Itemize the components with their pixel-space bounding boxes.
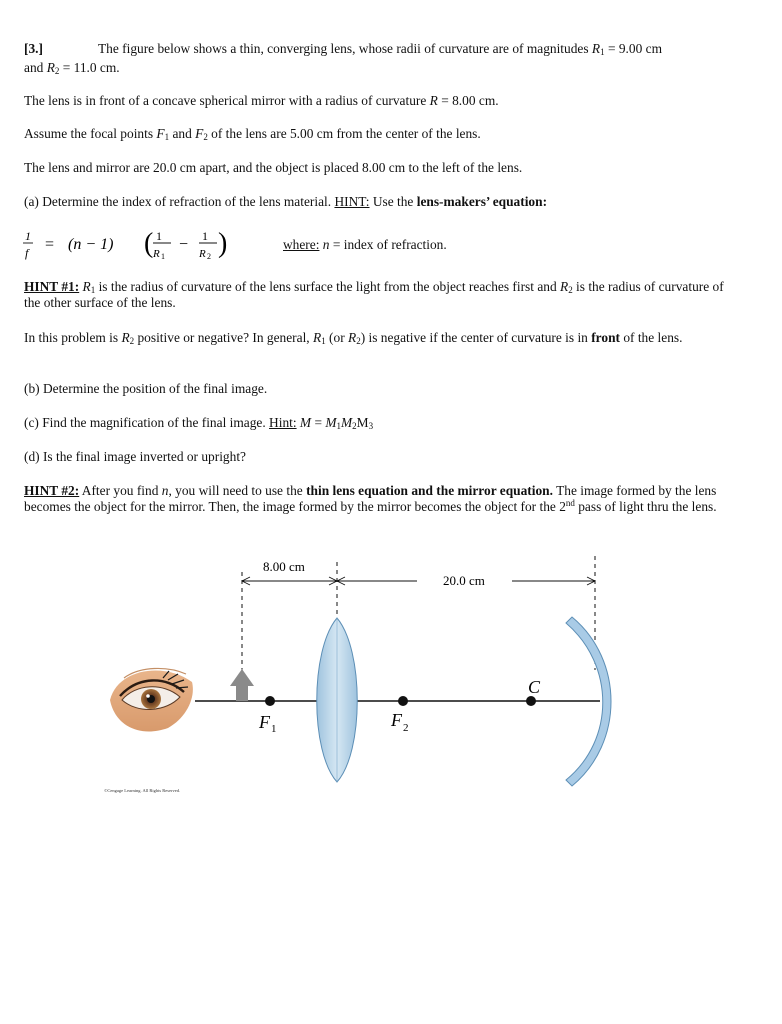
center-of-curvature-point (526, 696, 536, 706)
equation-where: where: n = index of refraction. (283, 237, 447, 252)
svg-text:(n − 1): (n − 1) (68, 236, 114, 253)
svg-text:f: f (25, 246, 29, 260)
mirror-paragraph: The lens is in front of a concave spherical mirror with a radius of curvature R = 8.00 cm. (24, 93, 499, 108)
part-a: (a) Determine the index of refraction of the lens material. HINT: Use the lens-makers’ equation: (24, 194, 548, 209)
focal-paragraph: Assume the focal points $F_1$ and $F_2$ of the lens are 5.00 cm from the center of the lens. (24, 126, 481, 142)
svg-text:−: − (179, 236, 189, 253)
svg-text:=: = (45, 236, 55, 253)
focal-point-f2 (398, 696, 408, 706)
svg-text:R: R (153, 248, 160, 260)
problem-intro-line2: and $R_2 = 11.0$ cm. (24, 60, 120, 76)
svg-text:1: 1 (25, 229, 31, 243)
label-f2: F (391, 710, 402, 730)
eye-icon (110, 668, 193, 731)
part-c: (c) Find the magnification of the final image. Hint: $M = M_1M_2M_3$ (24, 415, 374, 431)
svg-text:): ) (218, 228, 228, 259)
hint2-paragraph: HINT #2: After you find n, you will need to use the thin lens equation and the mirror equation. The image formed by the lens becomes the object for the mirror. Then, the image formed by the mirror becomes the object for the 2nd pass of light thru the lens. (24, 483, 717, 514)
label-f1: F (259, 712, 270, 732)
dim-8cm-label: 8.00 cm (263, 559, 305, 574)
problem-number: [3.] (24, 41, 43, 56)
lensmaker-equation (20, 226, 280, 262)
part-b: (b) Determine the position of the final image. (24, 381, 268, 396)
part-d: (d) Is the final image inverted or upright? (24, 449, 246, 464)
optics-figure (0, 550, 782, 800)
dim-20cm-label: 20.0 cm (443, 573, 485, 588)
focal-point-f1 (265, 696, 275, 706)
svg-text:1: 1 (202, 229, 208, 243)
svg-text:1: 1 (161, 252, 165, 261)
label-f1-sub: 1 (271, 723, 277, 735)
apart-paragraph: The lens and mirror are 20.0 cm apart, and the object is placed 8.00 cm to the left of the lens. (24, 160, 523, 175)
object-arrow (230, 669, 254, 701)
problem-intro-line1: [3.] The figure below shows a thin, converging lens, whose radii of curvature are of magnitudes $R_1 = 9.00$ cm (24, 41, 662, 57)
copyright-notice: ©Cengage Learning. All Rights Reserved. (104, 788, 181, 793)
label-c: C (528, 677, 541, 697)
svg-text:(: ( (144, 228, 154, 259)
label-f2-sub: 2 (403, 722, 409, 734)
svg-text:R: R (199, 248, 206, 260)
svg-text:2: 2 (207, 252, 211, 261)
hint1-paragraph: HINT #1: $R_1$ is the radius of curvature of the lens surface the light from the object reaches first and $R_2$ is the radius of curvature of the other surface of the lens. (24, 279, 724, 310)
svg-text:1: 1 (156, 229, 162, 243)
sign-paragraph: In this problem is $R_2$ positive or negative? In general, $R_1$ (or $R_2$) is negative if the center of curvature is in front of the lens. (24, 330, 683, 346)
